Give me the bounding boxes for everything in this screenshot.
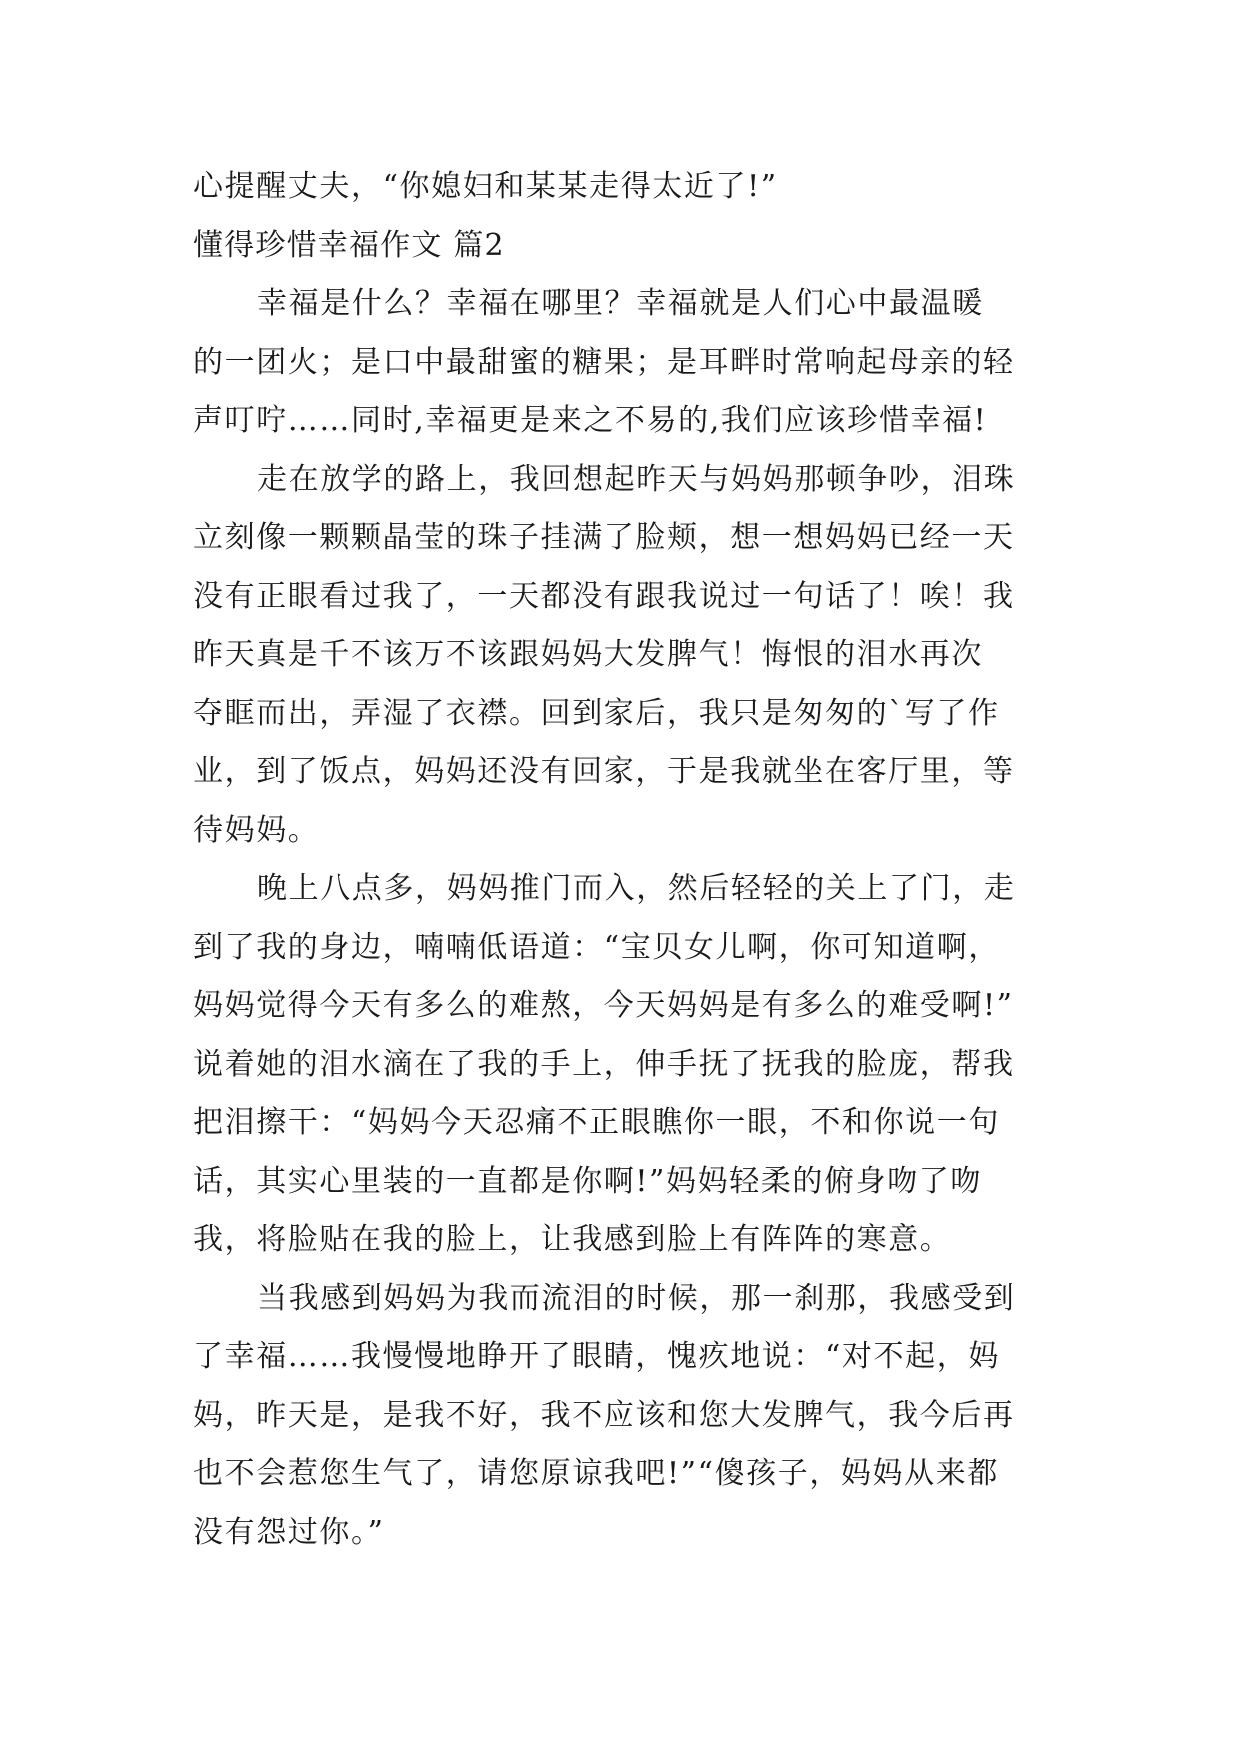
paragraph-line: 把泪擦干：“妈妈今天忍痛不正眼瞧你一眼，不和你说一句: [193, 1105, 1000, 1140]
paragraph-line: 没有怨过你。”: [193, 1514, 385, 1550]
paragraph: [193, 275, 1053, 451]
paragraph: [193, 451, 1053, 861]
paragraph-line: 妈妈觉得今天有多么的难熬，今天妈妈是有多么的难受啊!”: [193, 988, 1014, 1023]
paragraph-line: 夺眶而出，弄湿了衣襟。回到家后，我只是匆匆的`写了作: [193, 695, 1000, 731]
section-title: 懂得珍惜幸福作文 篇2: [193, 227, 505, 263]
paragraph-line: 了幸福……我慢慢地睁开了眼睛，愧疚地说：“对不起，妈: [193, 1339, 1000, 1374]
paragraph-line: 立刻像一颗颗晶莹的珠子挂满了脸颊，想一想妈妈已经一天: [193, 520, 1015, 555]
paragraph-line: 幸福是什么？幸福在哪里？幸福就是人们心中最温暖: [257, 286, 984, 321]
paragraph-line: 声叮咛……同时,幸福更是来之不易的,我们应该珍惜幸福!: [193, 403, 988, 438]
paragraph-line: 也不会惹您生气了，请您原谅我吧!”“傻孩子，妈妈从来都: [193, 1456, 999, 1491]
paragraph-line: 没有正眼看过我了，一天都没有跟我说过一句话了！唉！我: [193, 578, 1015, 614]
paragraph: [193, 860, 1053, 1270]
paragraph-line: 妈，昨天是，是我不好，我不应该和您大发脾气，我今后再: [193, 1397, 1015, 1433]
paragraph-line: 业，到了饭点，妈妈还没有回家，于是我就坐在客厅里，等: [193, 754, 1015, 789]
paragraph-line: 话，其实心里装的一直都是你啊!”妈妈轻柔的俯身吻了吻: [193, 1163, 982, 1199]
paragraph-line: 到了我的身边，喃喃低语道：“宝贝女儿啊，你可知道啊，: [193, 929, 1000, 965]
paragraph-line: 当我感到妈妈为我而流泪的时候，那一刹那，我感受到: [257, 1280, 1016, 1316]
paragraph-line: 晚上八点多，妈妈推门而入，然后轻轻的关上了门，走: [257, 871, 1016, 906]
document-body: [193, 158, 1053, 1562]
paragraph: [193, 1270, 1053, 1563]
paragraph-line: 走在放学的路上，我回想起昨天与妈妈那顿争吵，泪珠: [257, 461, 1016, 497]
paragraph-line: 昨天真是千不该万不该跟妈妈大发脾气！悔恨的泪水再次: [193, 637, 983, 672]
paragraph-line: 的一团火；是口中最甜蜜的糖果；是耳畔时常响起母亲的轻: [193, 344, 1015, 380]
paragraph-line: 说着她的泪水滴在了我的手上，伸手抚了抚我的脸庞，帮我: [193, 1046, 1015, 1082]
paragraph-line: 我，将脸贴在我的脸上，让我感到脸上有阵阵的寒意。: [193, 1222, 952, 1257]
paragraph-line: 待妈妈。: [193, 812, 320, 848]
carryover-text-line: 心提醒丈夫，“你媳妇和某某走得太近了!”: [193, 169, 778, 204]
